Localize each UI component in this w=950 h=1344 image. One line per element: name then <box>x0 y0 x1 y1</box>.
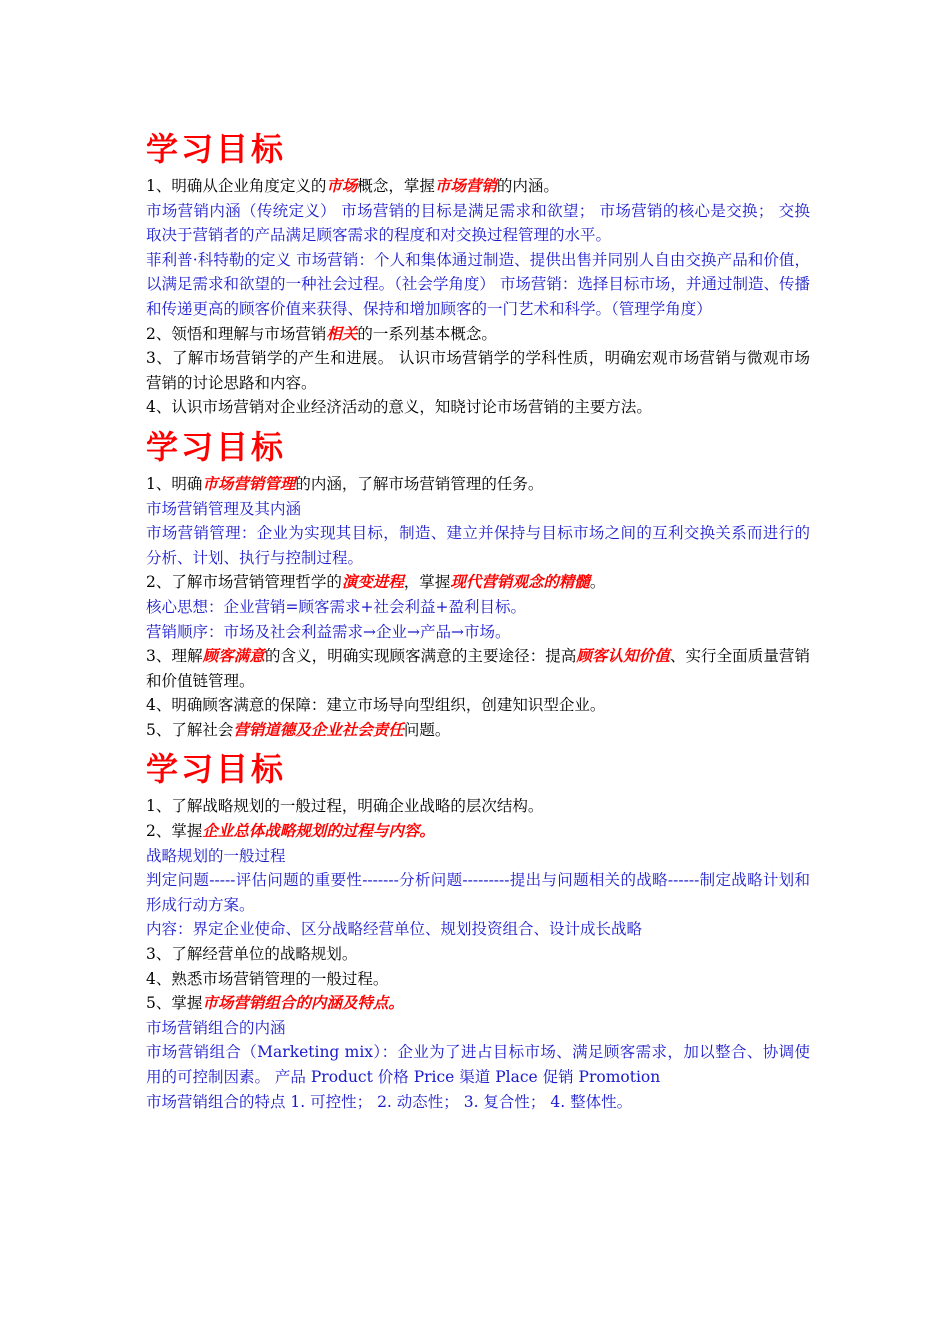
paragraph <box>146 1016 810 1041</box>
section-3 <box>146 748 810 1114</box>
paragraph <box>146 819 810 844</box>
section-heading: 学习目标 <box>146 750 287 789</box>
text-run: 的含义，明确实现顾客满意的主要途径：提高 <box>264 647 577 666</box>
detail-text: 核心思想：企业营销=顾客需求+社会利益+盈利目标。 <box>146 597 526 616</box>
detail-text: 内容：界定企业使命、区分战略经营单位、规划投资组合、设计成长战略 <box>146 920 643 939</box>
emphasis-text: 演变进程 <box>341 572 404 592</box>
detail-text: 市场营销管理：企业为实现其目标，制造、建立并保持与目标市场之间的互利交换关系而进行的分析、计划、执行与控制过程。 <box>146 524 810 567</box>
paragraph <box>146 395 810 420</box>
text-run: 5、了解社会 <box>146 720 234 739</box>
text-run: 3、理解 <box>146 647 203 666</box>
detail-text: 市场营销组合（Marketing mix）：企业为了进占目标市场、满足顾客需求，加以整合、协调使用的可控制因素。 产品 Product 价格 Price 渠道 Place 促销 Promotion <box>146 1043 810 1086</box>
text-run: 1、明确 <box>146 474 203 493</box>
paragraph <box>146 199 810 248</box>
section-1 <box>146 128 810 420</box>
emphasis-text: 市场 <box>326 176 358 195</box>
text-run: 2、领悟和理解与市场营销 <box>146 324 327 343</box>
text-run: 2、了解市场营销管理哲学的 <box>146 573 342 592</box>
paragraph <box>146 620 810 645</box>
paragraph <box>146 472 810 497</box>
paragraph <box>146 521 810 570</box>
paragraph <box>146 917 810 942</box>
paragraph <box>146 248 810 322</box>
paragraph <box>146 868 810 917</box>
text-run: 的内涵。 <box>496 177 559 195</box>
emphasis-text: 市场营销管理 <box>202 473 296 493</box>
detail-text: 判定问题-----评估问题的重要性-------分析问题---------提出与问题相关的战略------制定战略计划和形成行动方案。 <box>146 871 810 914</box>
paragraph <box>146 1040 810 1089</box>
paragraph <box>146 644 810 693</box>
emphasis-text: 现代营销观念的精髓 <box>450 572 590 592</box>
paragraph <box>146 595 810 620</box>
text-run: 2、掌握 <box>146 822 203 841</box>
document-page <box>146 124 810 1114</box>
text-run: 4、明确顾客满意的保障：建立市场导向型组织，创建知识型企业。 <box>146 696 606 715</box>
emphasis-text: 市场营销 <box>434 176 497 195</box>
text-run: 、实行全面质量营销和价值链管理。 <box>146 647 810 690</box>
detail-text: 市场营销组合的特点 1. 可控性； 2. 动态性； 3. 复合性； 4. 整体性。 <box>146 1092 633 1111</box>
detail-text: 菲利普·科特勒的定义 市场营销：个人和集体通过制造、提供出售并同别人自由交换产品和价值，以满足需求和欲望的一种社会过程。（社会学角度） 市场营销：选择目标市场，并通过制造、传播和传递更高的顾客价值来获得、保持和增加顾客的一门艺术和科学。（管理学角度） <box>146 250 810 318</box>
paragraph <box>146 346 810 395</box>
text-run: 的一系列基本概念。 <box>357 324 497 343</box>
text-run: 1、明确从企业角度定义的 <box>146 177 327 195</box>
paragraph <box>146 844 810 869</box>
detail-text: 市场营销内涵（传统定义） 市场营销的目标是满足需求和欲望； 市场营销的核心是交换； 交换取决于营销者的产品满足顾客需求的程度和对交换过程管理的水平。 <box>146 201 810 245</box>
text-run: 的内涵，了解市场营销管理的任务。 <box>295 474 544 493</box>
emphasis-text: 营销道德及企业社会责任 <box>233 719 404 739</box>
emphasis-text: 企业总体战略规划的过程与内容。 <box>202 821 435 841</box>
emphasis-text: 市场营销组合的内涵及特点。 <box>202 993 404 1013</box>
text-run: 概念，掌握 <box>357 177 435 195</box>
paragraph <box>146 794 810 819</box>
section-2 <box>146 426 810 743</box>
paragraph <box>146 718 810 743</box>
text-run: 问题。 <box>403 720 451 739</box>
text-run: 。 <box>589 573 606 592</box>
text-run: 4、认识市场营销对企业经济活动的意义，知晓讨论市场营销的主要方法。 <box>146 398 652 417</box>
section-heading: 学习目标 <box>146 427 287 466</box>
paragraph <box>146 1090 810 1115</box>
detail-text: 营销顺序：市场及社会利益需求→企业→产品→市场。 <box>146 622 511 641</box>
emphasis-text: 相关 <box>326 323 358 343</box>
detail-text: 战略规划的一般过程 <box>146 846 286 865</box>
emphasis-text: 顾客满意 <box>202 646 265 666</box>
emphasis-text: 顾客认知价值 <box>576 646 670 666</box>
text-run: 3、了解经营单位的战略规划。 <box>146 945 358 964</box>
detail-text: 市场营销管理及其内涵 <box>146 499 302 518</box>
text-run: 4、熟悉市场营销管理的一般过程。 <box>146 969 389 988</box>
text-run: 1、了解战略规划的一般过程，明确企业战略的层次结构。 <box>146 797 544 816</box>
section-heading: 学习目标 <box>146 130 287 168</box>
text-run: 3、了解市场营销学的产生和进展。 认识市场营销学的学科性质，明确宏观市场营销与微观市场营销的讨论思路和内容。 <box>146 349 810 392</box>
paragraph <box>146 570 810 595</box>
detail-text: 市场营销组合的内涵 <box>146 1018 286 1037</box>
paragraph <box>146 967 810 992</box>
paragraph <box>146 991 810 1016</box>
paragraph <box>146 174 810 199</box>
paragraph <box>146 942 810 967</box>
paragraph <box>146 497 810 522</box>
paragraph <box>146 322 810 347</box>
paragraph <box>146 693 810 718</box>
text-run: ，掌握 <box>403 573 451 592</box>
text-run: 5、掌握 <box>146 994 203 1013</box>
